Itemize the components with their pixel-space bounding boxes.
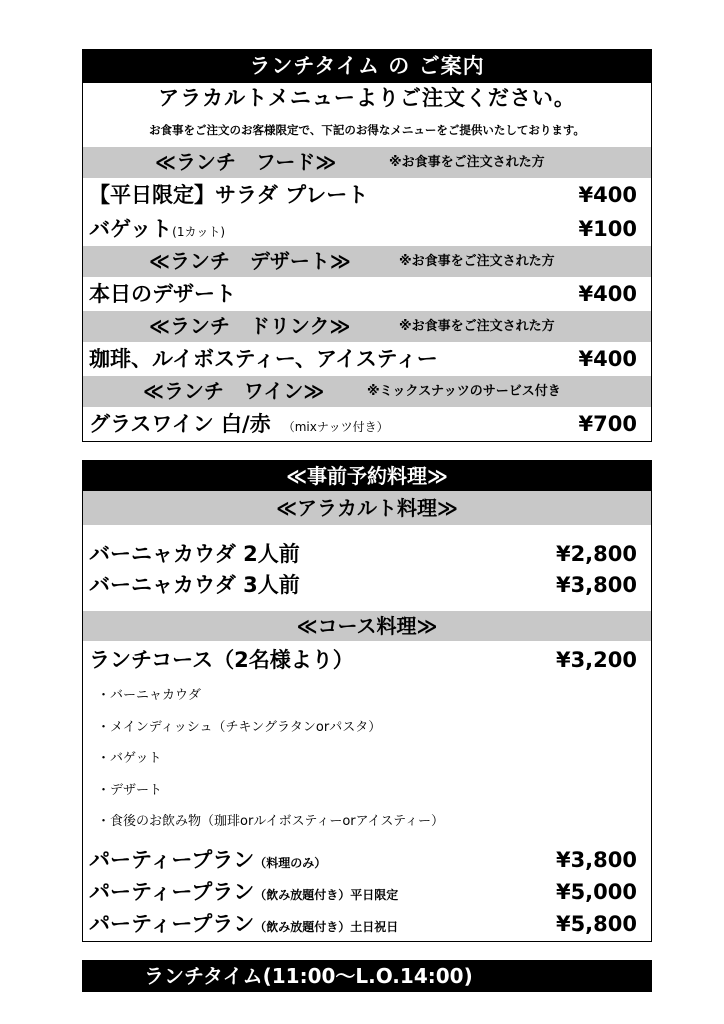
menu-item <box>83 277 651 311</box>
section-title: ≪ランチ デザート≫ <box>149 249 351 273</box>
party-item <box>83 908 651 940</box>
reserve-menu-panel <box>82 460 652 942</box>
item-name: グラスワイン 白/赤 （mixナッツ付き） <box>89 412 389 436</box>
section-lunch-dessert <box>83 246 651 277</box>
course-content-item: ・バゲット <box>97 751 162 766</box>
item-name: ランチコース（2名様より） <box>89 648 354 672</box>
section-note: ※お食事をご注文された方 <box>389 155 545 170</box>
lunch-note: お食事をご注文のお客様限定で、下記のお得なメニューをご提供いたしております。 <box>149 123 585 137</box>
section-title: ≪ランチ フード≫ <box>155 150 337 174</box>
lunch-subtitle: アラカルトメニューよりご注文ください。 <box>158 86 576 110</box>
menu-item <box>83 178 651 212</box>
item-name: パーティープラン（飲み放題付き）土日祝日 <box>89 911 399 936</box>
section-note: ※お食事をご注文された方 <box>399 254 555 269</box>
menu-item <box>83 342 651 376</box>
section-lunch-drink <box>83 311 651 342</box>
item-sub: （mixナッツ付き） <box>282 420 389 434</box>
menu-item <box>83 570 651 601</box>
item-price: ¥3,200 <box>555 648 637 672</box>
item-price: ¥400 <box>578 282 637 306</box>
course-contents-list <box>83 680 651 838</box>
section-note: ※お食事をご注文された方 <box>399 319 555 334</box>
lunch-hours-text: ランチタイム(11:00～L.O.14:00) <box>144 964 473 988</box>
reserve-course-title: ≪コース料理≫ <box>83 611 651 641</box>
lunch-title: ランチタイム の ご案内 <box>83 50 651 83</box>
course-content-item: ・バーニャカウダ <box>97 688 201 703</box>
course-content-item: ・デザート <box>97 782 163 798</box>
course-item <box>83 645 651 676</box>
section-lunch-food <box>83 147 651 178</box>
reserve-title: ≪事前予約料理≫ <box>83 461 651 491</box>
lunch-hours-bar <box>82 960 652 992</box>
lunch-menu-panel <box>82 49 652 442</box>
item-sub: (1カット) <box>172 225 226 239</box>
item-price: ¥2,800 <box>555 542 637 566</box>
item-name: 本日のデザート <box>89 282 236 306</box>
menu-item <box>83 407 651 441</box>
section-lunch-wine <box>83 376 651 407</box>
item-price: ¥100 <box>578 217 637 241</box>
section-note: ※ミックスナッツのサービス付き <box>367 384 561 399</box>
item-name: パーティープラン（飲み放題付き）平日限定 <box>89 879 399 904</box>
item-sub: （料理のみ） <box>254 855 327 870</box>
item-price: ¥700 <box>578 412 637 436</box>
item-sub: （飲み放題付き）土日祝日 <box>254 919 399 934</box>
item-name: 珈琲、ルイボスティー、アイスティー <box>89 347 438 371</box>
item-name: バゲット(1カット) <box>89 217 226 241</box>
party-item <box>83 876 651 908</box>
menu-item <box>83 212 651 246</box>
item-name: 【平日限定】サラダ プレート <box>89 183 369 207</box>
course-content-item: ・メインディッシュ（チキングラタンorパスタ） <box>97 719 382 735</box>
item-price: ¥5,000 <box>555 879 637 904</box>
item-price: ¥5,800 <box>555 911 637 936</box>
item-name: バーニャカウダ 3人前 <box>89 573 300 597</box>
section-title: ≪ランチ ドリンク≫ <box>149 314 351 338</box>
item-price: ¥3,800 <box>555 573 637 597</box>
menu-item <box>83 539 651 570</box>
item-name: パーティープラン（料理のみ） <box>89 847 327 872</box>
reserve-alacarte-title: ≪アラカルト料理≫ <box>83 491 651 525</box>
party-item <box>83 844 651 876</box>
course-content-item: ・食後のお飲み物（珈琲orルイボスティーorアイスティー） <box>97 814 445 829</box>
item-price: ¥400 <box>578 347 637 371</box>
section-title: ≪ランチ ワイン≫ <box>143 379 325 403</box>
item-price: ¥3,800 <box>555 847 637 872</box>
item-price: ¥400 <box>578 183 637 207</box>
item-sub: （飲み放題付き）平日限定 <box>254 887 399 902</box>
item-name: バーニャカウダ 2人前 <box>89 542 300 566</box>
